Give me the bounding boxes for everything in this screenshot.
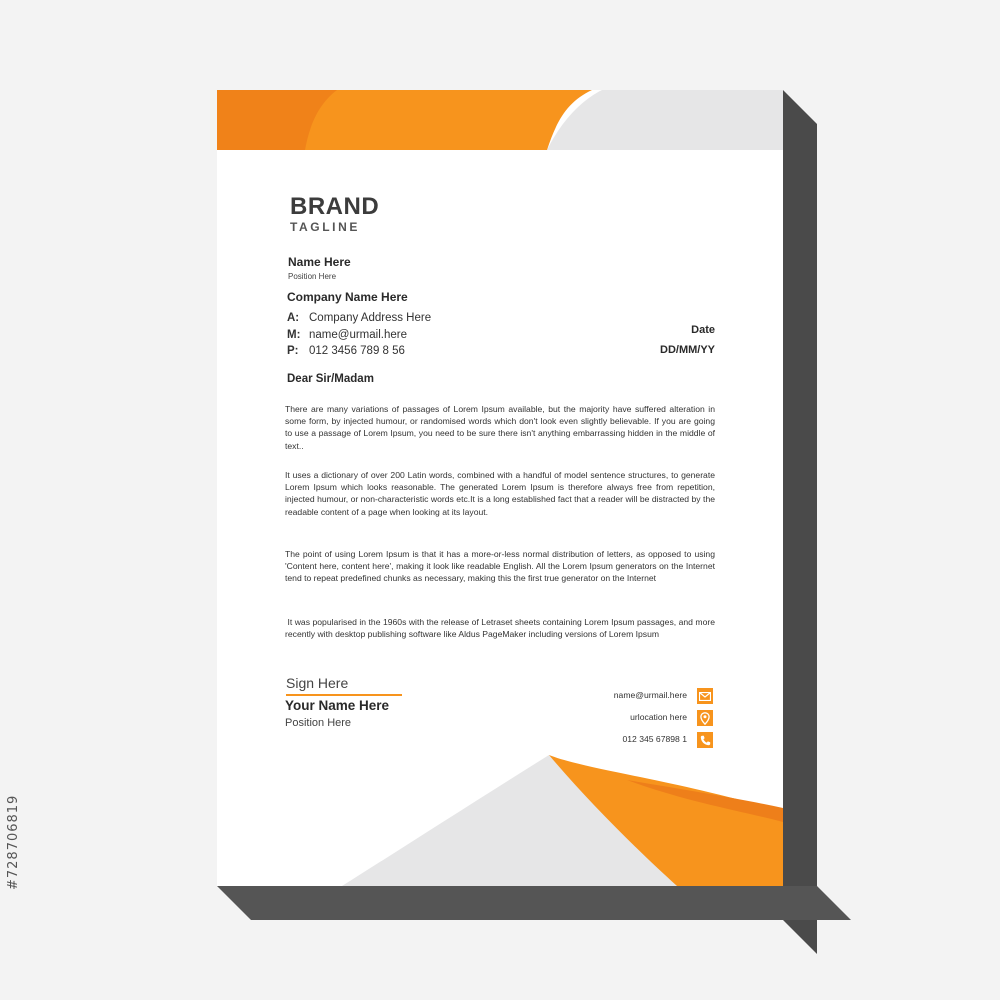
signer-position: Position Here — [285, 717, 352, 729]
footer-location: urlocation here — [630, 712, 687, 722]
body-paragraph-3: The point of using Lorem Ipsum is that it has a more-or-less normal distribution of letters, as opposed to using 'Content here, content here', making it look like readable English. All the Lorem Ipsum generators on the Internet tend to repeat predefined chunks as necessary, making this the first true generator on the Internet — [285, 549, 715, 584]
sign-here-label: Sign Here — [286, 675, 349, 691]
brand-name: BRAND — [290, 193, 380, 220]
contact-label: A: — [287, 312, 300, 324]
sender-position: Position Here — [288, 272, 337, 281]
mail-icon — [697, 688, 713, 704]
date-value: DD/MM/YY — [660, 344, 715, 356]
brand-tagline: TAGLINE — [290, 220, 360, 234]
location-pin-icon — [697, 710, 713, 726]
contact-phone — [287, 345, 405, 357]
body-paragraph-1: There are many variations of passages of Lorem Ipsum available, but the majority have suffered alteration in some form, by injected humour, or randomised words which don't look even slightly believable. If you are going to use a passage of Lorem Ipsum, you need to be sure there isn't anything embarrassing hidden in the middle of text.. — [285, 404, 715, 451]
date-label: Date — [691, 324, 715, 336]
page-shadow-bottom — [217, 886, 851, 920]
contact-value: 012 3456 789 8 56 — [309, 345, 405, 357]
signer-name: Your Name Here — [285, 698, 390, 713]
signature-line — [286, 694, 402, 696]
company-name: Company Name Here — [287, 290, 408, 304]
page-shadow-side — [783, 90, 817, 954]
salutation: Dear Sir/Madam — [287, 373, 374, 385]
contact-label: P: — [287, 345, 299, 357]
contact-mail — [287, 329, 407, 341]
body-paragraph-2: It uses a dictionary of over 200 Latin words, combined with a handful of model sentence structures, to generate Lorem Ipsum which looks reasonable. The generated Lorem Ipsum is therefore always free from repetition, injected humour, or non-characteristic words etc.It is a long established fact that a reader will be distracted by the readable content of a page when looking at its layout. — [285, 470, 715, 517]
body-paragraph-4: It was popularised in the 1960s with the release of Letraset sheets containing Lorem Ipsum passages, and more recently with desktop publishing software like Aldus PageMaker including versions of Lorem Ipsum — [285, 617, 718, 640]
footer-email: name@urmail.here — [613, 690, 687, 700]
letterhead-page — [217, 90, 783, 886]
stock-id-text: #728706819 — [6, 794, 21, 890]
contact-label: M: — [287, 329, 301, 341]
footer-phone: 012 345 67898 1 — [622, 734, 687, 744]
contact-address — [287, 312, 431, 324]
contact-value: Company Address Here — [309, 312, 432, 324]
contact-value: name@urmail.here — [309, 329, 407, 341]
phone-icon — [697, 732, 713, 748]
header-gray-wave — [547, 90, 783, 150]
sender-name: Name Here — [288, 255, 351, 269]
